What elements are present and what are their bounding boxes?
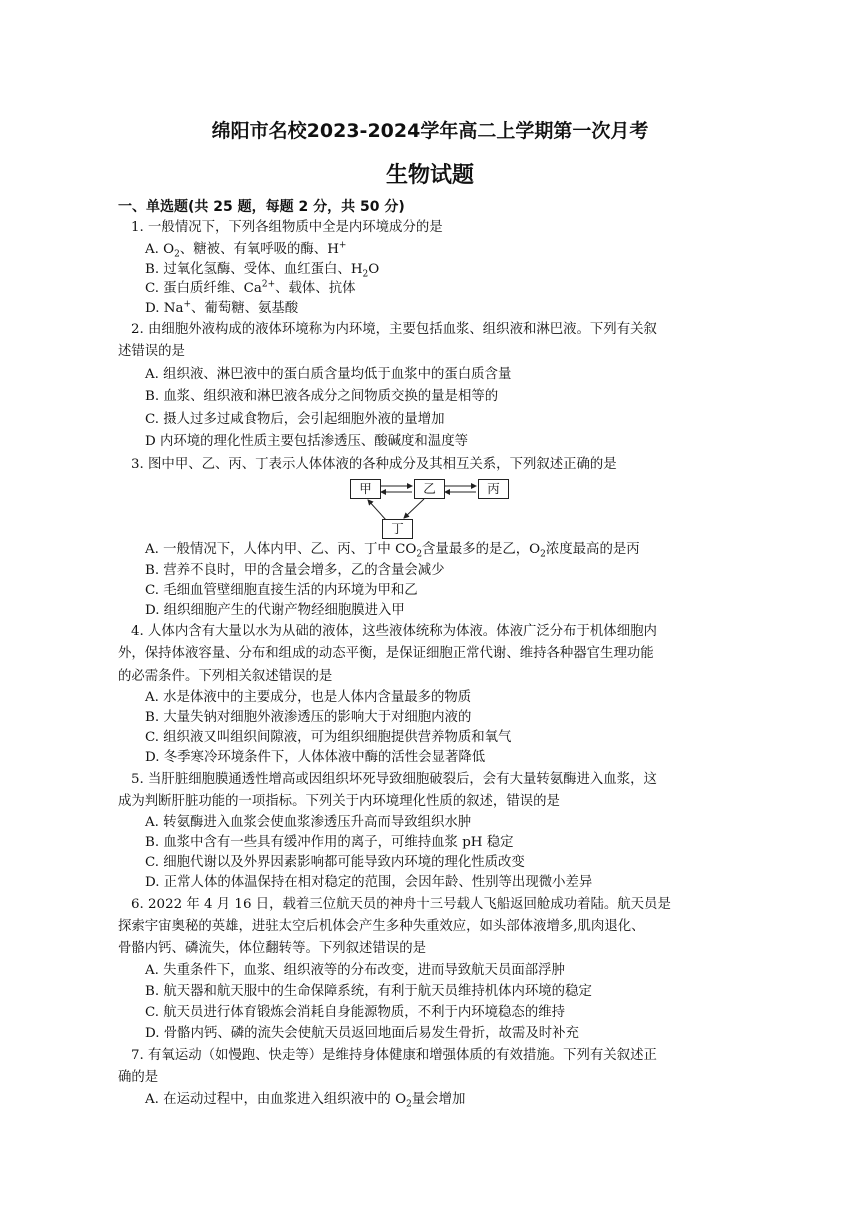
q2-stem-line1: 2. 由细胞外液构成的液体环境称为内环境，主要包括血浆、组织液和淋巴液。下列有关叙: [131, 322, 657, 337]
q7-option-a: A. 在运动过程中，由血浆进入组织液中的 $O_2$量会增加: [145, 1092, 466, 1110]
q2-option-a: A. 组织液、淋巴液中的蛋白质含量均低于血浆中的蛋白质含量: [145, 367, 512, 382]
q4-stem-line1: 4. 人体内含有大量以水为从础的液体，这些液体统称为体液。体液广泛分布于机体细胞内: [131, 624, 657, 639]
q6-option-d: D. 骨骼内钙、磷的流失会使航天员返回地面后易发生骨折，故需及时补充: [145, 1026, 579, 1041]
q3-option-d: D. 组织细胞产生的代谢产物经细胞膜进入甲: [145, 603, 405, 618]
exam-title: 绵阳市名校2023-2024学年高二上学期第一次月考: [211, 120, 649, 142]
q6-option-b: B. 航天器和航天服中的生命保障系统，有利于航天员维持机体内环境的稳定: [145, 984, 592, 999]
q1-option-a: A. $O_2$、糖被、有氧呼吸的酶、H+: [145, 240, 347, 260]
exam-subtitle: 生物试题: [385, 163, 474, 188]
diagram-box-jia: 甲: [350, 479, 381, 499]
q6-stem-line1: 6. 2022 年 4 月 16 日，载着三位航天员的神舟十三号载人飞船返回舱成功着陆。航天员是: [131, 897, 671, 912]
q6-stem-line3: 骨骼内钙、磷流失，体位翻转等。下列叙述错误的是: [118, 941, 426, 956]
section-heading: 一、单选题(共 25 题，每题 2 分，共 50 分): [118, 199, 405, 215]
q1-option-c: C. 蛋白质纤维、$Ca^{2+}$、载体、抗体: [145, 279, 356, 296]
q4-option-c: C. 组织液又叫组织间隙液，可为组织细胞提供营养物质和氧气: [145, 730, 512, 745]
q2-stem-line2: 述错误的是: [118, 344, 185, 359]
q3-option-b: B. 营养不良时，甲的含量会增多，乙的含量会减少: [145, 563, 445, 578]
q5-option-a: A. 转氨酶进入血浆会使血浆渗透压升高而导致组织水肿: [145, 815, 472, 830]
q5-option-c: C. 细胞代谢以及外界因素影响都可能导致内环境的理化性质改变: [145, 855, 525, 870]
body-fluid-diagram: [348, 478, 510, 542]
q7-stem-line1: 7. 有氧运动（如慢跑、快走等）是维持身体健康和增强体质的有效措施。下列有关叙述正: [131, 1048, 657, 1063]
q2-option-d: D 内环境的理化性质主要包括渗透压、酸碱度和温度等: [145, 434, 468, 449]
diagram-box-yi: 乙: [414, 479, 445, 499]
diagram-box-ding: 丁: [382, 519, 413, 539]
q3-option-c: C. 毛细血管壁细胞直接生活的内环境为甲和乙: [145, 583, 418, 598]
q4-option-b: B. 大量失钠对细胞外液渗透压的影响大于对细胞内液的: [145, 710, 472, 725]
q2-option-b: B. 血浆、组织液和淋巴液各成分之间物质交换的量是相等的: [145, 389, 499, 404]
q4-stem-line2: 外，保持体液容量、分布和组成的动态平衡，是保证细胞正常代谢、维持各种器官生理功能: [118, 646, 654, 661]
q5-option-d: D. 正常人体的体温保持在相对稳定的范围，会因年龄、性别等出现微小差异: [145, 875, 593, 890]
q1-option-d: D. Na+、葡萄糖、氨基酸: [145, 299, 299, 316]
q3-stem: 3. 图中甲、乙、丙、丁表示人体体液的各种成分及其相互关系，下列叙述正确的是: [131, 457, 617, 472]
q4-option-a: A. 水是体液中的主要成分，也是人体内含量最多的物质: [145, 690, 472, 705]
q4-option-d: D. 冬季寒冷环境条件下，人体体液中酶的活性会显著降低: [145, 750, 486, 765]
q4-stem-line3: 的必需条件。下列相关叙述错误的是: [118, 669, 333, 684]
q5-option-b: B. 血浆中含有一些具有缓冲作用的离子，可维持血浆 pH 稳定: [145, 835, 514, 850]
q3-option-a: A. 一般情况下，人体内甲、乙、丙、丁中 $CO_2$含量最多的是乙，$O_2$浓度最高的是丙: [145, 542, 640, 560]
q1-option-b: B. 过氧化氢酶、受体、血红蛋白、$H_2O$: [145, 262, 380, 280]
q6-stem-line2: 探索宇宙奥秘的英雄，进驻太空后机体会产生多种失重效应，如头部体液增多,肌肉退化、: [118, 919, 645, 934]
q2-option-c: C. 摄人过多过咸食物后，会引起细胞外液的量增加: [145, 412, 445, 427]
q5-stem-line1: 5. 当肝脏细胞膜通透性增高或因组织坏死导致细胞破裂后，会有大量转氨酶进入血浆，这: [131, 772, 657, 787]
q6-option-a: A. 失重条件下，血浆、组织液等的分布改变，进而导致航天员面部浮肿: [145, 963, 565, 978]
q6-option-c: C. 航天员进行体育锻炼会消耗自身能源物质，不利于内环境稳态的维持: [145, 1005, 565, 1020]
q1-stem: 1. 一般情况下，下列各组物质中全是内环境成分的是: [131, 220, 443, 235]
q5-stem-line2: 成为判断肝脏功能的一项指标。下列关于内环境理化性质的叙述，错误的是: [118, 794, 560, 809]
diagram-box-bing: 丙: [478, 479, 509, 499]
q7-stem-line2: 确的是: [118, 1070, 159, 1085]
